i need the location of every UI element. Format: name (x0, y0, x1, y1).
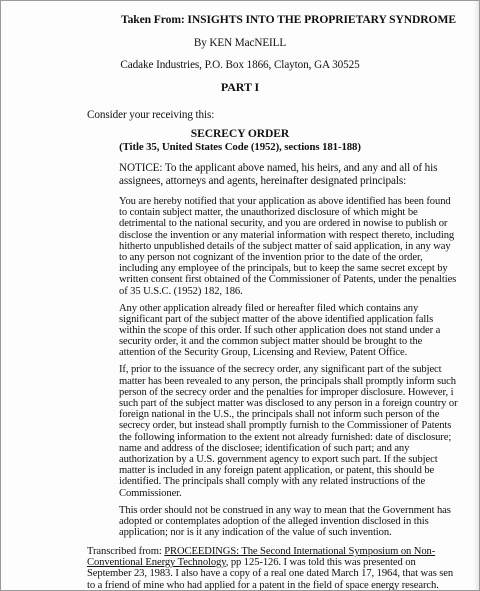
para3-line: matter is included in any foreign patent application, or patent, this should be (119, 465, 435, 477)
intro-line: Consider your receiving this: (87, 109, 215, 121)
para1-line: detrimental to the national security, and you are ordered in nowise to publish or (119, 218, 448, 230)
footer-line-1 (87, 546, 435, 557)
notice-line-2: assignees, attorneys and agents, hereinafter designated principals: (119, 175, 407, 187)
para3-line: Commissioner. (119, 487, 182, 499)
part-heading: PART I (220, 80, 260, 94)
source-title: Taken From: INSIGHTS INTO THE PROPRIETARY SYNDROME (121, 13, 456, 26)
footer-line-3: September 23, 1983. I also have a copy of a real one dated March 17, 1964, that was sen (87, 568, 454, 580)
author-line: By KEN MacNEILL (193, 37, 287, 49)
para3-line: matter has been revealed to any person, the principals shall promptly inform such (119, 375, 456, 387)
para4-line: adopted or contemplates adoption of the alleged invention disclosed in this (119, 515, 429, 527)
para4-line: This order should not be construed in any way to mean that the Government has (119, 504, 451, 516)
order-title: SECRECY ORDER (190, 127, 290, 140)
para2-line: attention of the Security Group, Licensing and Review, Patent Office. (119, 347, 408, 359)
para1-line: to any person not cognizant of the invention prior to the date of the order, (119, 252, 423, 263)
para3-line: authorization by a U.S. government agency to export such part. If the subject (119, 454, 438, 465)
para3-line: such part of the subject matter was disclosed to any person in a foreign country or (119, 398, 458, 409)
order-subtitle: (Title 35, United States Code (1952), sections 181-188) (119, 141, 361, 153)
footer-line-2 (87, 557, 416, 568)
footer-line-4: to a friend of mine who had applied for a patent in the field of space energy research. (87, 579, 439, 591)
para3-line: name and address of the disclosee; identification of such part; and any (119, 442, 410, 454)
para1-line: including any employee of the principals, but to keep the same secret except by (119, 263, 448, 275)
company-address: Cadake Industries, P.O. Box 1866, Clayton, GA 30525 (120, 59, 360, 71)
footer-pages: , pp 125-126. I was told this was presented on (225, 557, 416, 569)
para2-line: security order, it and the common subject matter should be brought to the (119, 336, 423, 348)
para1-line: You are hereby notified that your application as above identified has been found (119, 196, 451, 207)
para1-line: to contain subject matter, the unauthorized disclosure of which might be (119, 207, 418, 219)
para2-line: Any other application already filed or hereafter filed which contains any (119, 302, 419, 314)
para1-line: written consent first obtained of the Commissioner of Patents, under the penalties (119, 274, 457, 286)
para3-line: the following information to the extent not already furnished: date of disclosure; (119, 431, 452, 443)
para1-line: of 35 U.S.C. (1952) 182, 186. (119, 285, 243, 297)
para2-line: significant part of the subject matter of the above identified application falls (119, 313, 434, 325)
para4-line: application; nor is it any indication of the value of such invention. (119, 527, 392, 538)
para3-line: foreign national in the U.S., the principals shall not inform such person of the (119, 409, 440, 421)
para3-line: person of the secrecy order and the penalties for improper disclosure. However, i (119, 386, 454, 398)
para3-line: secrecy order, but instead shall promptly furnish to the Commissioner of Patents (119, 420, 452, 432)
notice-line-1: NOTICE: To the applicant above named, his heirs, and any and all of his (119, 162, 438, 174)
para1-line: hitherto unpublished details of the subject matter of said application, in any way (119, 240, 451, 252)
para3-line: identified. The principals shall comply with any related instructions of the (119, 476, 426, 488)
source-citation-cont: Conventional Energy Technology (87, 557, 226, 569)
para3-line: If, prior to the issuance of the secrecy order, any significant part of the subject (119, 364, 442, 376)
footer-prefix: Transcribed from: (87, 546, 165, 557)
source-citation: PROCEEDINGS: The Second International Symposium on Non- (164, 546, 436, 557)
para1-line: disclose the invention or any material information with respect thereto, including (119, 229, 455, 241)
para2-line: within the scope of this order. If such other application does not stand under a (119, 325, 441, 336)
